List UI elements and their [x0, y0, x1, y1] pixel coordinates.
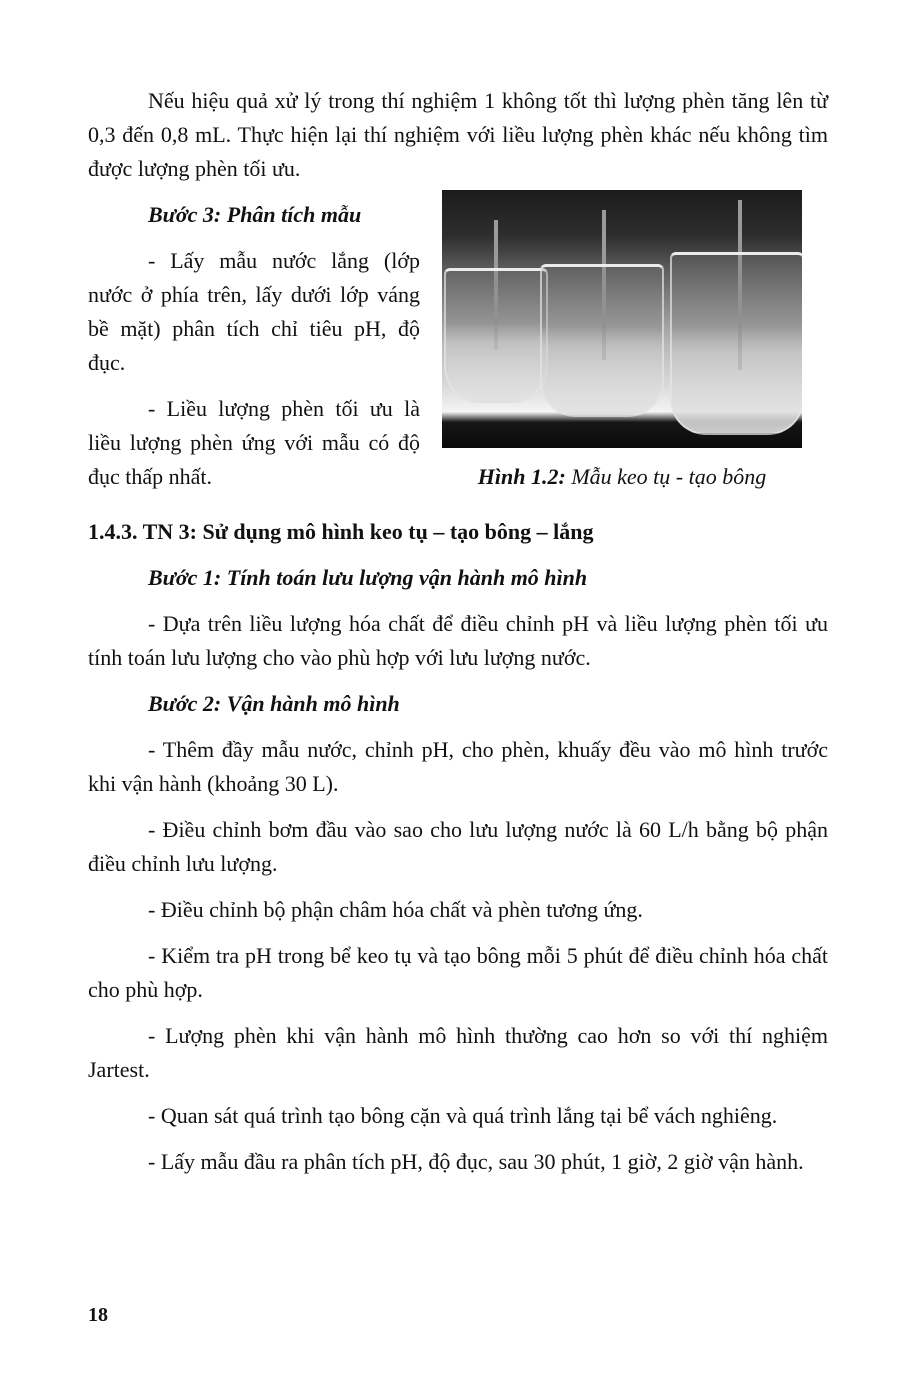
page-number: 18 [88, 1304, 108, 1326]
beaker [540, 264, 664, 417]
step3-heading: Bước 3: Phân tích mẫu [148, 202, 362, 227]
step3-item: - Liều lượng phèn tối ưu là liều lượng phèn ứng với mẫu có độ đục thấp nhất. [88, 396, 420, 489]
step2-item: - Quan sát quá trình tạo bông cặn và quá trình lắng tại bể vách nghiêng. [148, 1103, 778, 1128]
beaker [444, 268, 548, 403]
step2-item: - Điều chỉnh bộ phận châm hóa chất và phèn tương ứng. [148, 897, 643, 922]
step2-item: - Kiểm tra pH trong bể keo tụ và tạo bông mỗi 5 phút để điều chỉnh hóa chất cho phù hợp. [88, 943, 828, 1002]
beaker [670, 252, 802, 435]
figure-1-2 [442, 190, 802, 492]
step1-heading: Bước 1: Tính toán lưu lượng vận hành mô hình [148, 565, 588, 590]
step3-with-figure [88, 198, 828, 503]
step2-item: - Lấy mẫu đầu ra phân tích pH, độ đục, sau 30 phút, 1 giờ, 2 giờ vận hành. [148, 1149, 804, 1174]
intro-paragraph: Nếu hiệu quả xử lý trong thí nghiệm 1 không tốt thì lượng phèn tăng lên từ 0,3 đến 0,8 mL. Thực hiện lại thí nghiệm với liều lượng phèn khác nếu không tìm được lượng phèn tối ưu. [88, 88, 828, 181]
step2-item: - Lượng phèn khi vận hành mô hình thường cao hơn so với thí nghiệm Jartest. [88, 1023, 828, 1082]
jartest-photo [442, 190, 802, 448]
step2-item: - Điều chỉnh bơm đầu vào sao cho lưu lượng nước là 60 L/h bằng bộ phận điều chỉnh lưu lượng. [88, 817, 828, 876]
figure-caption-text: Mẫu keo tụ - tạo bông [565, 464, 767, 489]
figure-caption-label: Hình 1.2: [477, 464, 566, 489]
step1-item: - Dựa trên liều lượng hóa chất để điều chỉnh pH và liều lượng phèn tối ưu tính toán lưu lượng cho vào phù hợp với lưu lượng nước. [88, 611, 828, 670]
step2-heading: Bước 2: Vận hành mô hình [148, 691, 400, 716]
step3-item: - Lấy mẫu nước lắng (lớp nước ở phía trên, lấy dưới lớp váng bề mặt) phân tích chỉ tiêu pH, độ đục. [88, 248, 420, 375]
step3-block [88, 198, 420, 494]
figure-caption [442, 462, 802, 492]
section-title: 1.4.3. TN 3: Sử dụng mô hình keo tụ – tạo bông – lắng [88, 519, 594, 544]
step2-item: - Thêm đầy mẫu nước, chỉnh pH, cho phèn, khuấy đều vào mô hình trước khi vận hành (khoảng 30 L). [88, 737, 828, 796]
page-body [88, 84, 828, 1179]
